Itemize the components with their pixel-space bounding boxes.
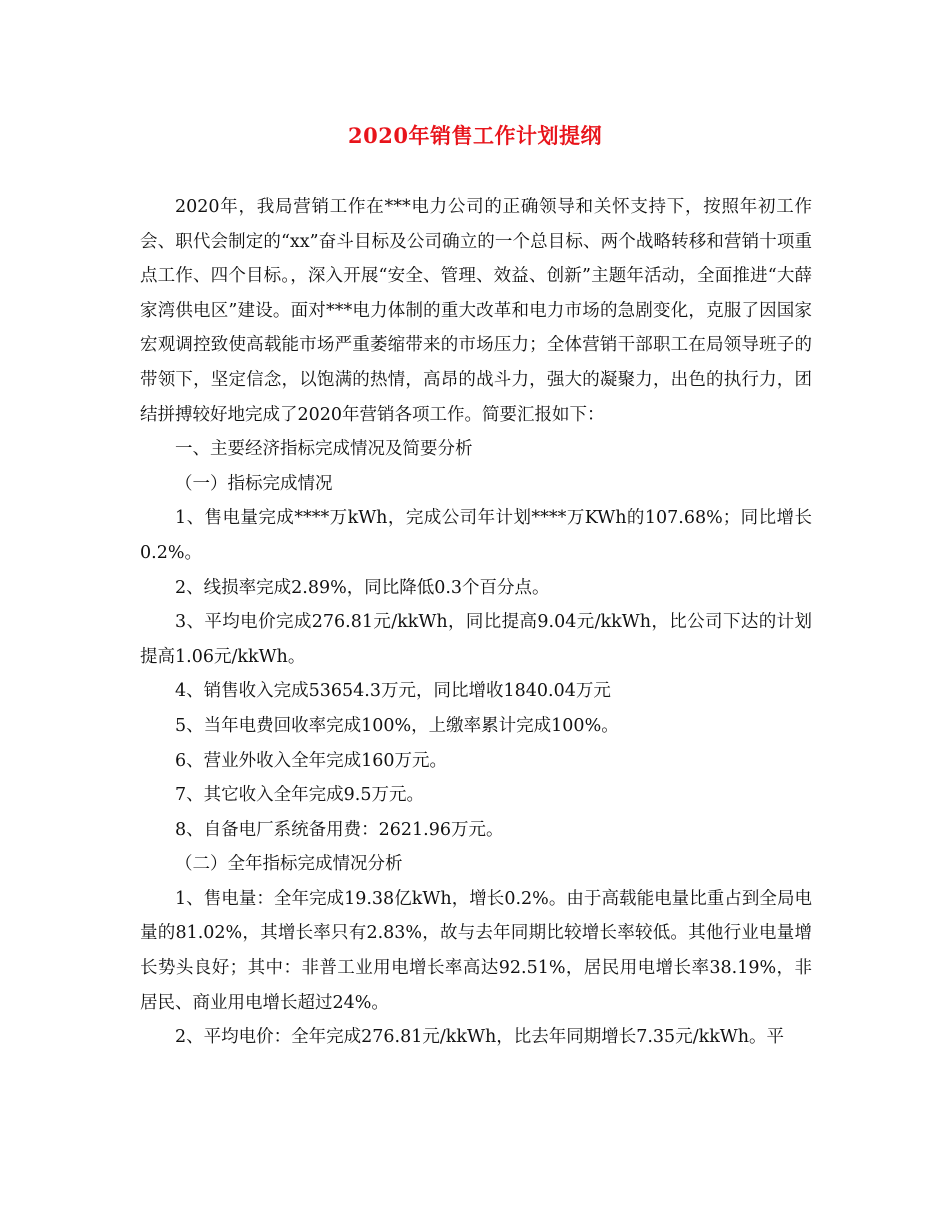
list-item: 4、销售收入完成53654.3万元，同比增收1840.04万元 — [175, 681, 611, 702]
list-item: 2、线损率完成2.89%，同比降低0.3个百分点。 — [175, 577, 550, 598]
list-item: 5、当年电费回收率完成100%，上缴率累计完成100%。 — [175, 715, 619, 736]
analysis-paragraph: 1、售电量：全年完成19.38亿kWh，增长0.2%。由于高载能电量比重占到全局电量的81.02%，其增长率只有2.83%，故与去年同期比较增长率较低。其他行业电量增长势头良好；其中：非普工业用电增长率高达92.51%，居民用电增长率38.19%，非居民、商业用电增长超过24%。 — [140, 888, 812, 1013]
list-item: 6、营业外收入全年完成160万元。 — [175, 750, 448, 771]
list-item: 8、自备电厂系统备用费：2621.96万元。 — [175, 819, 504, 840]
list-item: 3、平均电价完成276.81元/kkWh，同比提高9.04元/kkWh，比公司下达的计划提高1.06元/kkWh。 — [140, 612, 812, 667]
list-item: 7、其它收入全年完成9.5万元。 — [175, 785, 424, 806]
document-title: 2020年销售工作计划提纲 — [348, 123, 602, 148]
intro-paragraph: 2020年，我局营销工作在***电力公司的正确领导和关怀支持下，按照年初工作会、职代会制定的“xx”奋斗目标及公司确立的一个总目标、两个战略转移和营销十项重点工作、四个目标。，深入开展“安全、管理、效益、创新”主题年活动，全面推进“大薛家湾供电区”建设。面对***电力体制的重大改革和电力市场的急剧变化，克服了因国家宏观调控致使高载能市场严重萎缩带来的市场压力；全体营销干部职工在局领导班子的带领下，坚定信念，以饱满的热情，高昂的战斗力，强大的凝聚力，出色的执行力，团结拼搏较好地完成了2020年营销各项工作。简要汇报如下： — [140, 197, 812, 425]
list-item: 1、售电量完成****万kWh，完成公司年计划****万KWh的107.68%；同比增长0.2%。 — [140, 508, 812, 563]
subsection-heading-1: （一）指标完成情况 — [175, 473, 333, 494]
section-heading-1: 一、主要经济指标完成情况及简要分析 — [175, 439, 473, 460]
subsection-heading-2: （二）全年指标完成情况分析 — [175, 854, 403, 875]
document-body — [140, 190, 812, 1055]
analysis-paragraph: 2、平均电价：全年完成276.81元/kkWh，比去年同期增长7.35元/kkWh。平 — [175, 1027, 785, 1048]
